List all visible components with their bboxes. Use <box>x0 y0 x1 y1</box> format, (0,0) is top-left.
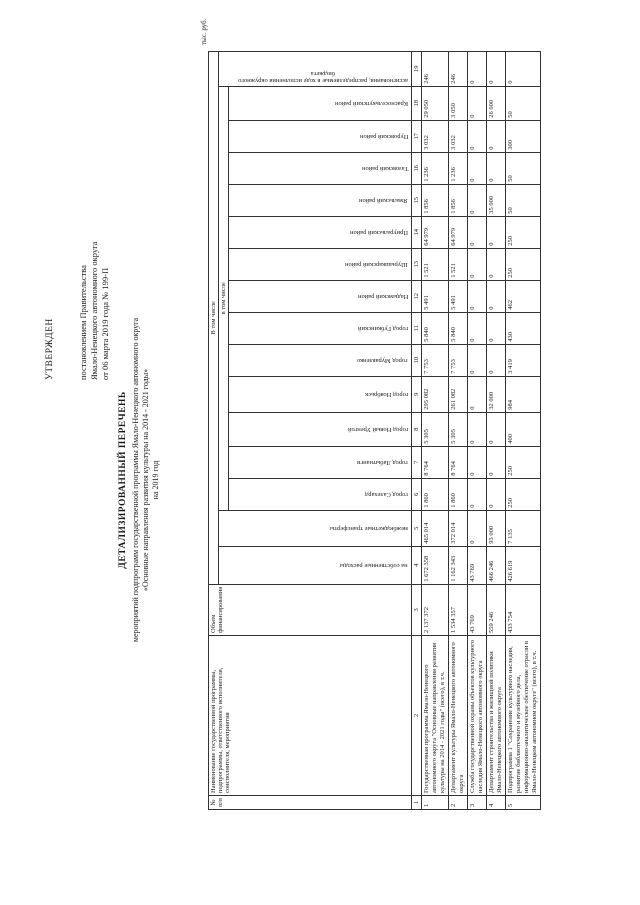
header-municipality: город Ноябрьск <box>229 376 412 412</box>
row-value: 93 000 <box>487 510 506 546</box>
row-value: 0 <box>468 248 487 280</box>
row-value: 0 <box>468 120 487 152</box>
row-value: 0 <box>487 478 506 510</box>
header-municipality: Надымский район <box>229 280 412 312</box>
column-number: 11 <box>412 312 422 344</box>
document-title-block <box>118 175 161 785</box>
row-value: 400 <box>506 412 541 446</box>
row-value: 0 <box>468 184 487 216</box>
column-number: 16 <box>412 152 422 184</box>
row-value: 5 491 <box>422 280 449 312</box>
row-value: 3 032 <box>422 120 449 152</box>
title-line-3: на 2019 год <box>151 460 160 500</box>
document-title: ДЕТАЛИЗИРОВАННЫЙ ПЕРЕЧЕНЬ <box>118 391 128 569</box>
row-name: Служба государственной охраны объектов культурного наследия Ямало-Ненецкого автономного округа <box>468 636 487 796</box>
row-value: 35 000 <box>487 184 506 216</box>
title-line-2: «Основные направления развития культуры на 2014 - 2021 годы» <box>141 368 150 592</box>
row-value: 0 <box>468 412 487 446</box>
column-number: 12 <box>412 280 422 312</box>
row-name: Департамент культуры Ямало-Ненецкого автономного округа <box>449 636 468 796</box>
header-municipality: город Салехард <box>229 478 412 510</box>
row-number: 2 <box>449 796 468 810</box>
row-value: 3 032 <box>449 120 468 152</box>
row-value: 0 <box>487 248 506 280</box>
row-value: 0 <box>487 412 506 446</box>
row-value: 8 764 <box>449 446 468 478</box>
column-number: 1 <box>412 796 422 810</box>
column-number: 3 <box>412 584 422 635</box>
row-name: Государственная программа Ямало-Ненецкого автономного округа "Основные направления развития культуры на 2014 - 2021 годы" (всего), в т.ч. <box>422 636 449 796</box>
column-number: 8 <box>412 412 422 446</box>
row-value: 1 856 <box>449 184 468 216</box>
approval-line-3: от 06 марта 2019 года № 199-П <box>100 267 110 380</box>
row-value: 0 <box>468 312 487 344</box>
header-own-expenses: на собственные расходы <box>219 546 412 584</box>
header-municipality: Тазовский район <box>229 152 412 184</box>
header-municipality: Красноселькупский район <box>229 86 412 120</box>
table-row <box>422 51 449 809</box>
row-value: 1 236 <box>449 152 468 184</box>
unit-label: тыс. руб. <box>200 18 208 45</box>
row-value: 43 769 <box>468 584 487 635</box>
row-value: 295 082 <box>422 376 449 412</box>
row-value: 0 <box>468 478 487 510</box>
row-name: Департамент строительства и жилищной политики Ямало-Ненецкого автономного округа <box>487 636 506 796</box>
row-value: 984 <box>506 376 541 412</box>
column-number: 6 <box>412 478 422 510</box>
header-municipality: город Новый Уренгой <box>229 412 412 446</box>
column-number: 10 <box>412 344 422 376</box>
row-value: 0 <box>468 510 487 546</box>
row-value: 466 246 <box>487 546 506 584</box>
row-value: 0 <box>487 51 506 86</box>
row-value: 0 <box>487 312 506 344</box>
row-value: 1 860 <box>422 478 449 510</box>
row-value: 0 <box>487 120 506 152</box>
row-value: 50 <box>506 86 541 120</box>
row-value: 1 521 <box>422 248 449 280</box>
column-number: 14 <box>412 216 422 248</box>
column-number: 2 <box>412 636 422 796</box>
row-value: 250 <box>506 248 541 280</box>
row-value: 5 305 <box>449 412 468 446</box>
header-municipality: город Муравленко <box>229 344 412 376</box>
approval-line-2: Ямало-Ненецкого автономного округа <box>89 241 99 380</box>
header-name: Наименование государственной программы, подпрограммы, ответственного исполнителя, соисполнителя, мероприятия <box>209 636 412 796</box>
row-value: 250 <box>506 216 541 248</box>
header-number: № п/п <box>209 796 412 810</box>
row-value: 0 <box>487 280 506 312</box>
row-value: 0 <box>487 446 506 478</box>
column-number: 9 <box>412 376 422 412</box>
row-value: 261 082 <box>449 376 468 412</box>
row-value: 3 050 <box>449 86 468 120</box>
column-number: 19 <box>412 51 422 86</box>
title-line-1: мероприятий подпрограмм государственной программы Ямало-Ненецкого автономного округа <box>131 317 140 643</box>
row-value: 1 236 <box>422 152 449 184</box>
row-value: 0 <box>468 446 487 478</box>
column-number: 5 <box>412 510 422 546</box>
row-value: 29 050 <box>422 86 449 120</box>
header-volume: Объем финансирования <box>209 584 412 635</box>
row-value: 7 753 <box>449 344 468 376</box>
row-value: 0 <box>468 86 487 120</box>
row-value: 8 764 <box>422 446 449 478</box>
header-municipality: Ямальский район <box>229 184 412 216</box>
row-value: 0 <box>487 216 506 248</box>
row-value: 5 491 <box>449 280 468 312</box>
column-number: 7 <box>412 446 422 478</box>
header-municipality: Пуровский район <box>229 120 412 152</box>
row-value: 430 <box>506 312 541 344</box>
row-value: 0 <box>468 376 487 412</box>
row-value: 2 137 372 <box>422 584 449 635</box>
row-value: 32 000 <box>487 376 506 412</box>
table-row <box>487 51 506 809</box>
row-value: 7 135 <box>506 510 541 546</box>
row-number: 5 <box>506 796 541 810</box>
column-number: 15 <box>412 184 422 216</box>
approval-line-1: постановлением Правительства <box>78 265 88 380</box>
row-value: 462 <box>506 280 541 312</box>
row-number: 1 <box>422 796 449 810</box>
row-value: 0 <box>468 344 487 376</box>
row-value: 0 <box>506 51 541 86</box>
row-number: 4 <box>487 796 506 810</box>
row-value: 64 979 <box>449 216 468 248</box>
row-value: 5 305 <box>422 412 449 446</box>
row-value: 426 619 <box>506 546 541 584</box>
column-number: 4 <box>412 546 422 584</box>
row-value: 50 <box>506 152 541 184</box>
table-row <box>468 51 487 809</box>
row-value: 372 014 <box>449 510 468 546</box>
row-value: 5 840 <box>422 312 449 344</box>
row-value: 0 <box>468 51 487 86</box>
row-value: 0 <box>487 152 506 184</box>
row-value: 0 <box>487 344 506 376</box>
row-value: 1 521 <box>449 248 468 280</box>
row-value: 0 <box>468 216 487 248</box>
row-value: 1 672 358 <box>422 546 449 584</box>
financing-table <box>208 51 541 810</box>
column-number: 18 <box>412 86 422 120</box>
header-municipality: Шурышкарский район <box>229 248 412 280</box>
header-including: В том числе <box>209 51 219 584</box>
row-value: 465 014 <box>422 510 449 546</box>
row-value: 1 534 357 <box>449 584 468 635</box>
row-value: 246 <box>422 51 449 86</box>
row-value: 50 <box>506 184 541 216</box>
row-number: 3 <box>468 796 487 810</box>
row-value: 246 <box>449 51 468 86</box>
row-value: 3 419 <box>506 344 541 376</box>
header-municipality: Приуральский район <box>229 216 412 248</box>
row-value: 250 <box>506 478 541 510</box>
row-value: 0 <box>468 280 487 312</box>
table-row <box>506 51 541 809</box>
row-value: 26 000 <box>487 86 506 120</box>
column-number: 13 <box>412 248 422 280</box>
row-value: 559 246 <box>487 584 506 635</box>
row-value: 5 840 <box>449 312 468 344</box>
row-value: 433 754 <box>506 584 541 635</box>
row-name: Подпрограмма 1 "Сохранение культурного наследия, развитие библиотечного и музейного дела, информационно-аналитическое обеспечение отрасли в Ямало-Ненецком автономном округе" (всего), в т.ч. <box>506 636 541 796</box>
approval-block <box>45 60 111 380</box>
row-value: 0 <box>468 152 487 184</box>
column-number: 17 <box>412 120 422 152</box>
header-municipality: город Лабытнанги <box>229 446 412 478</box>
header-undistributed: ассигнования, распределяемые в ходе исполнения окружного бюджета <box>219 51 412 86</box>
table-row <box>449 51 468 809</box>
row-value: 7 753 <box>422 344 449 376</box>
row-value: 250 <box>506 446 541 478</box>
row-value: 1 860 <box>449 478 468 510</box>
row-value: 64 979 <box>422 216 449 248</box>
header-including-2: в том числе <box>219 86 229 510</box>
header-municipality: город Губкинский <box>229 312 412 344</box>
row-value: 1 162 343 <box>449 546 468 584</box>
row-value: 1 856 <box>422 184 449 216</box>
row-value: 43 769 <box>468 546 487 584</box>
header-transfers: межбюджетные трансферты <box>219 510 412 546</box>
row-value: 300 <box>506 120 541 152</box>
approval-heading: УТВЕРЖДЕН <box>45 318 55 380</box>
